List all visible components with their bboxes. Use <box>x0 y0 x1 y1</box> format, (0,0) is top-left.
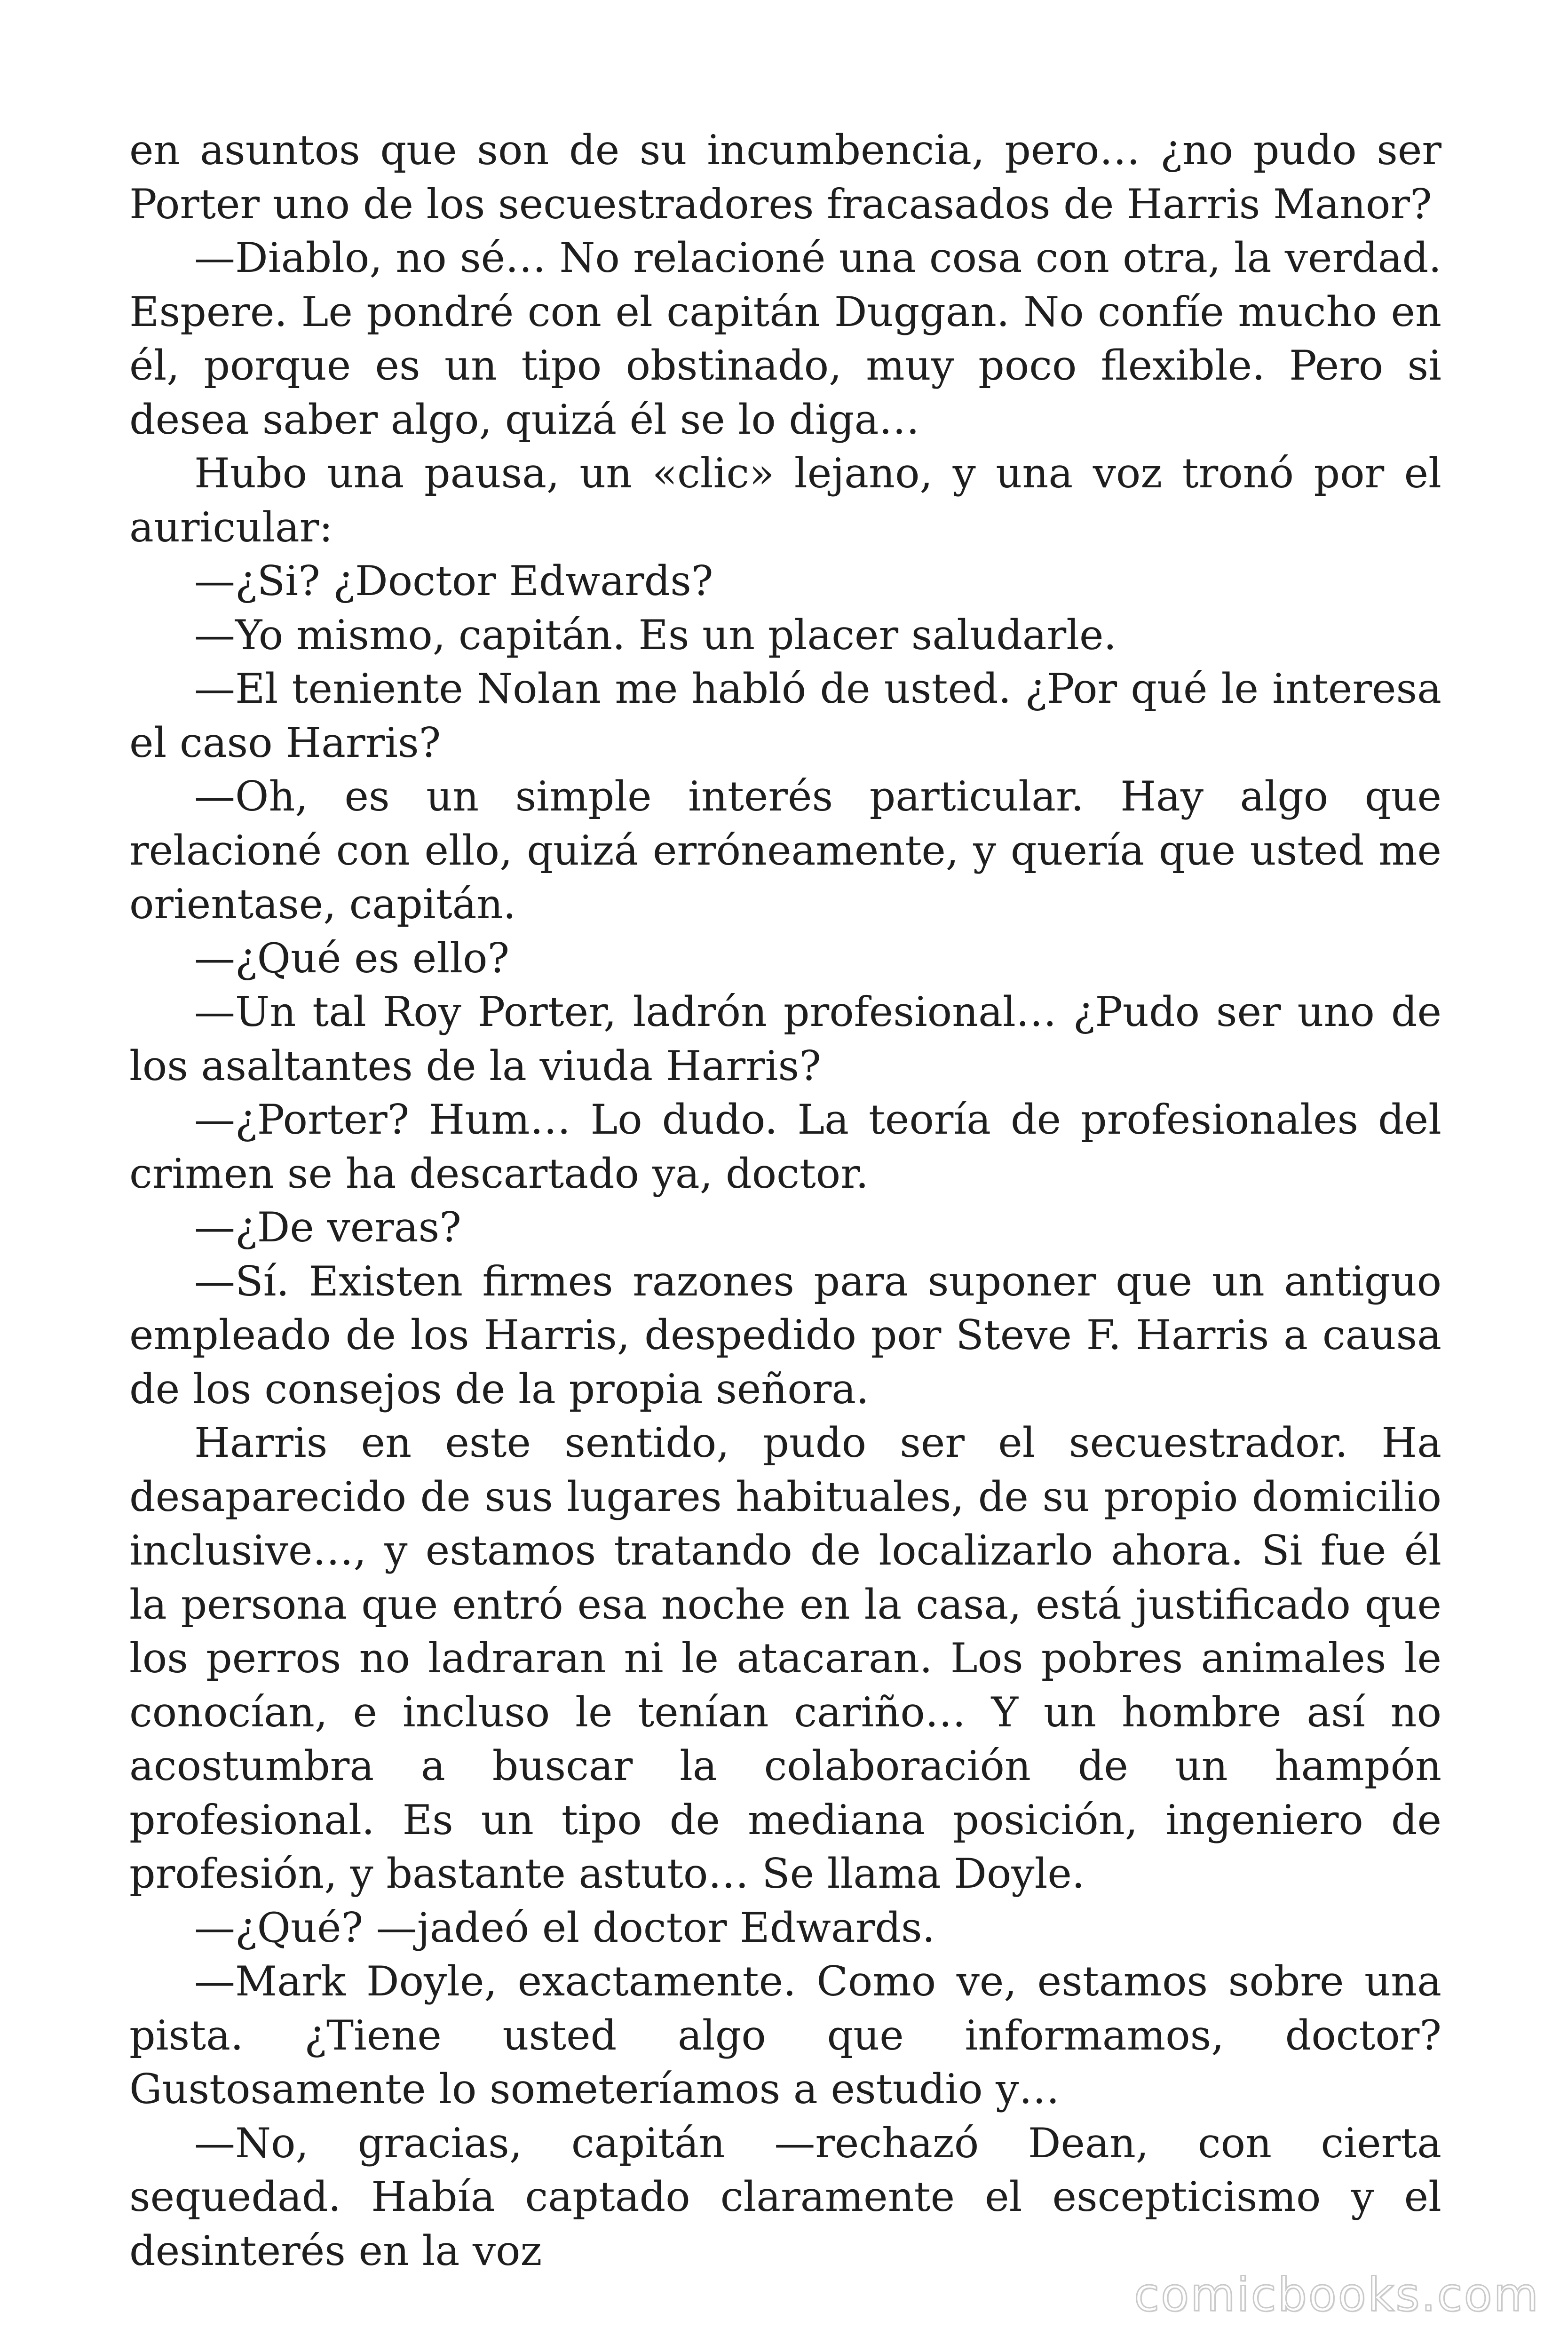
paragraph: —Oh, es un simple interés particular. Hay algo que relacioné con ello, quizá erróneamente, y quería que usted me orientase, capitán. <box>129 772 1441 928</box>
paragraph: Hubo una pausa, un «clic» lejano, y una voz tronó por el auricular: <box>129 449 1441 551</box>
paragraph: —¿De veras? <box>194 1203 461 1251</box>
paragraph-continuation: en asuntos que son de su incumbencia, pero… ¿no pudo ser Porter uno de los secuestradores fracasados de Harris Manor? <box>129 126 1441 228</box>
paragraph: —El teniente Nolan me habló de usted. ¿Por qué le interesa el caso Harris? <box>129 665 1441 767</box>
paragraph: —¿Qué? —jadeó el doctor Edwards. <box>194 1903 935 1952</box>
paragraph: —¿Qué es ello? <box>194 934 510 982</box>
paragraph: Harris en este sentido, pudo ser el secuestrador. Ha desaparecido de sus lugares habituales, de su propio domicilio inclusive…, y estamos tratando de localizarlo ahora. Si fue él la persona que entró esa noche en la casa, está justificado que los perros no ladraran ni le atacaran. Los pobres animales le conocían, e incluso le tenían cariño… Y un hombre así no acostumbra a buscar la colaboración de un hampón profesional. Es un tipo de mediana posición, ingeniero de profesión, y bastante astuto… Se llama Doyle. <box>129 1419 1441 1898</box>
paragraph: —¿Porter? Hum… Lo dudo. La teoría de profesionales del crimen se ha descartado ya, doctor. <box>129 1096 1441 1198</box>
paragraph: —Mark Doyle, exactamente. Como ve, estamos sobre una pista. ¿Tiene usted algo que informamos, doctor? Gustosamente lo someteríamos a estudio y… <box>129 1957 1441 2113</box>
paragraph: —No, gracias, capitán —rechazó Dean, con cierta sequedad. Había captado claramente el escepticismo y el desinterés en la voz <box>129 2119 1441 2275</box>
body-text <box>129 123 1441 2278</box>
paragraph: —Un tal Roy Porter, ladrón profesional… ¿Pudo ser uno de los asaltantes de la viuda Harris? <box>129 988 1441 1090</box>
paragraph: —Diablo, no sé… No relacioné una cosa con otra, la verdad. Espere. Le pondré con el capitán Duggan. No confíe mucho en él, porque es un tipo obstinado, muy poco flexible. Pero si desea saber algo, quizá él se lo diga… <box>129 234 1441 444</box>
watermark: comicbooks.com <box>1134 2268 1540 2322</box>
paragraph: —Sí. Existen firmes razones para suponer que un antiguo empleado de los Harris, despedido por Steve F. Harris a causa de los consejos de la propia señora. <box>129 1257 1441 1413</box>
paragraph: —¿Si? ¿Doctor Edwards? <box>194 557 713 605</box>
paragraph: —Yo mismo, capitán. Es un placer saludarle. <box>194 611 1117 659</box>
